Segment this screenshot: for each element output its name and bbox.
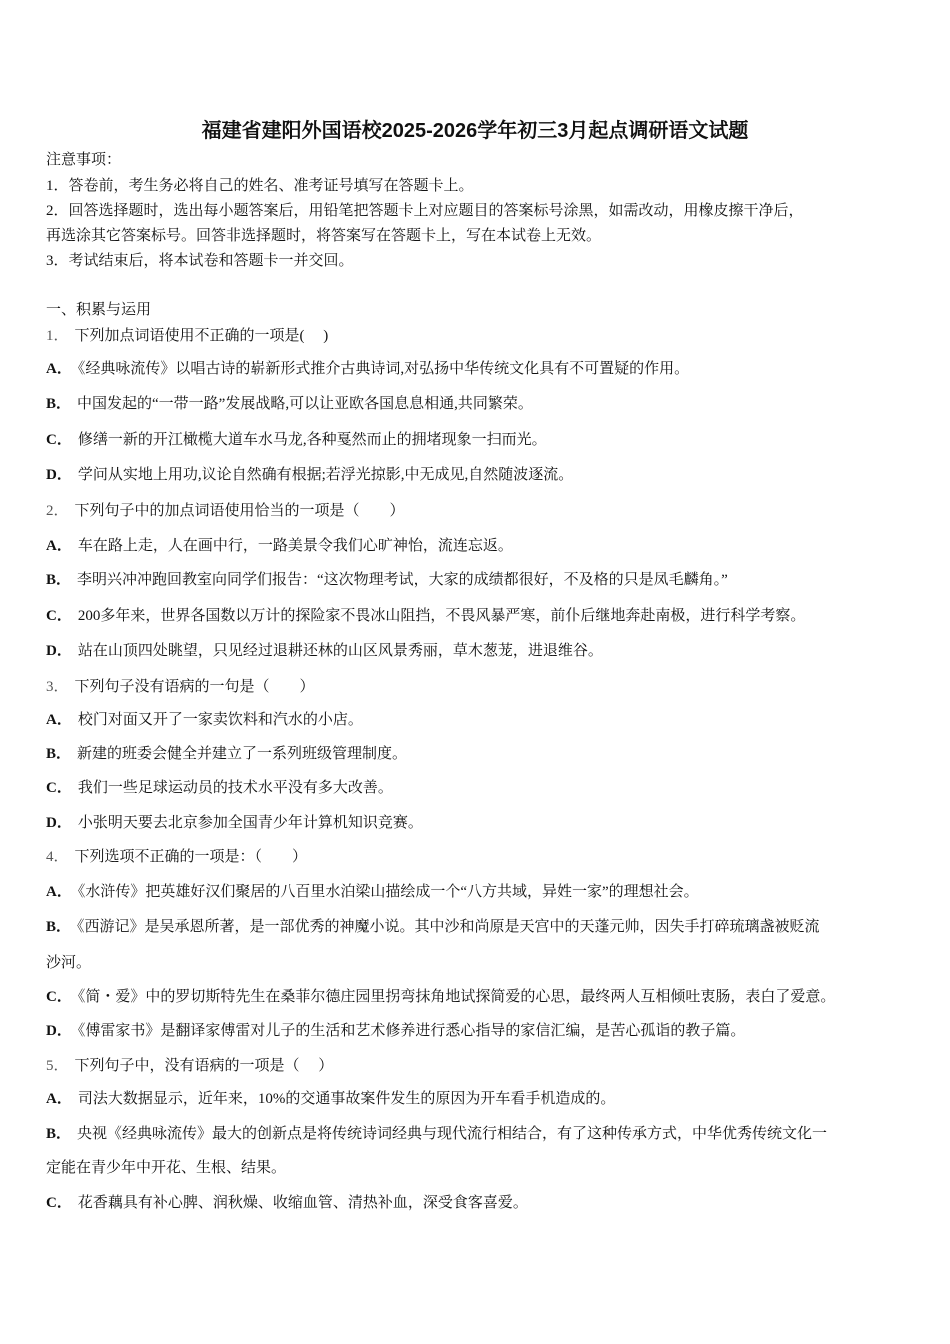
option	[46, 917, 820, 937]
question-stem	[46, 677, 315, 697]
option-text: 学问从实地上用功,议论自然确有根据;若浮光掠影,中无成见,自然随波逐流。	[77, 467, 574, 483]
question-text: 下列句子中，没有语病的一项是（ ）	[74, 1058, 334, 1074]
option-text: 司法大数据显示，近年来，10%的交通事故案件发生的原因为开车看手机造成的。	[77, 1091, 616, 1107]
option	[46, 359, 689, 379]
option-text: 《傅雷家书》是翻译家傅雷对儿子的生活和艺术修养进行悉心指导的家信汇编，是苦心孤诣的教子篇。	[77, 1023, 746, 1039]
option-text: 花香藕具有补心脾、润秋燥、收缩血管、清热补血，深受食客喜爱。	[77, 1195, 528, 1211]
option-label: D．	[46, 643, 72, 659]
question-stem	[46, 326, 328, 346]
option	[46, 882, 699, 902]
option	[46, 570, 728, 590]
option	[46, 710, 363, 730]
option-label: A．	[46, 1091, 72, 1107]
option-text: 200多年来，世界各国数以万计的探险家不畏冰山阻挡，不畏风暴严寒，前仆后继地奔赴南极，进行科学考察。	[77, 608, 806, 624]
option-text: 《经典咏流传》以唱古诗的崭新形式推介古典诗词,对弘扬中华传统文化具有不可置疑的作用。	[77, 361, 690, 377]
option-text: 《水浒传》把英雄好汉们聚居的八百里水泊梁山描绘成一个“八方共域，异姓一家”的理想社会。	[77, 884, 699, 900]
page-title: 福建省建阳外国语校2025-2026学年初三3月起点调研语文试题	[201, 120, 749, 142]
option-label: D．	[46, 1023, 72, 1039]
option-text: 《西游记》是吴承恩所著，是一部优秀的神魔小说。其中沙和尚原是天宫中的天蓬元帅，因失手打碎琉璃盏被贬流	[77, 919, 820, 935]
option-text: 站在山顶四处眺望，只见经过退耕还林的山区风景秀丽，草木葱茏，进退维谷。	[77, 643, 603, 659]
option-label: C．	[46, 1195, 72, 1211]
option-continuation: 定能在青少年中开花、生根、结果。	[46, 1160, 287, 1176]
option	[46, 987, 835, 1007]
question-stem	[46, 847, 307, 867]
option-label: C．	[46, 780, 72, 796]
option-label: B．	[46, 572, 72, 588]
option	[46, 1193, 528, 1213]
notice-item: 再选涂其它答案标号。回答非选择题时，将答案写在答题卡上，写在本试卷上无效。	[46, 228, 602, 244]
option-text: 央视《经典咏流传》最大的创新点是将传统诗词经典与现代流行相结合，有了这种传承方式，中华优秀传统文化一	[77, 1126, 828, 1142]
option-label: A．	[46, 538, 72, 554]
option	[46, 813, 423, 833]
question-text: 下列句子没有语病的一句是（ ）	[74, 679, 315, 695]
question-number: 4．	[46, 849, 69, 865]
option-text: 我们一些足球运动员的技术水平没有多大改善。	[77, 780, 393, 796]
option	[46, 1089, 615, 1109]
question-stem	[46, 1056, 333, 1076]
option	[46, 778, 393, 798]
option-label: B．	[46, 919, 72, 935]
option-text: 中国发起的“一带一路”发展战略,可以让亚欧各国息息相通,共同繁荣。	[77, 396, 533, 412]
option	[46, 430, 547, 450]
question-stem	[46, 501, 405, 521]
option-label: D．	[46, 467, 72, 483]
option	[46, 744, 407, 764]
question-number: 3．	[46, 679, 69, 695]
option-label: B．	[46, 746, 72, 762]
option-label: A．	[46, 884, 72, 900]
notice-item: 3．考试结束后，将本试卷和答题卡一并交回。	[46, 253, 354, 269]
option-text: 新建的班委会健全并建立了一系列班级管理制度。	[77, 746, 408, 762]
option-text: 车在路上走，人在画中行，一路美景令我们心旷神怡，流连忘返。	[77, 538, 513, 554]
option-label: A．	[46, 712, 72, 728]
question-number: 1．	[46, 328, 69, 344]
option-label: C．	[46, 432, 72, 448]
notice-heading: 注意事项：	[46, 152, 122, 168]
option	[46, 641, 603, 661]
option-label: A．	[46, 361, 72, 377]
option-text: 修缮一新的开江橄榄大道车水马龙,各种戛然而止的拥堵现象一扫而光。	[77, 432, 547, 448]
notice-item: 1．答卷前，考生务必将自己的姓名、准考证号填写在答题卡上。	[46, 178, 474, 194]
option-label: B．	[46, 1126, 72, 1142]
option-label: C．	[46, 608, 72, 624]
option	[46, 394, 533, 414]
option	[46, 465, 573, 485]
option-label: D．	[46, 815, 72, 831]
option	[46, 1021, 745, 1041]
question-number: 2．	[46, 503, 69, 519]
section-heading: 一、积累与运用	[46, 302, 152, 318]
option-label: C．	[46, 989, 72, 1005]
option-label: B．	[46, 396, 72, 412]
option-continuation: 沙河。	[46, 955, 92, 971]
question-number: 5．	[46, 1058, 69, 1074]
question-text: 下列选项不正确的一项是：（ ）	[74, 849, 308, 865]
option-text: 李明兴冲冲跑回教室向同学们报告：“这次物理考试，大家的成绩都很好，不及格的只是凤毛麟角。”	[77, 572, 728, 588]
option	[46, 536, 513, 556]
option	[46, 1124, 827, 1144]
option-text: 《简・爱》中的罗切斯特先生在桑菲尔德庄园里拐弯抹角地试探简爱的心思，最终两人互相倾吐衷肠，表白了爱意。	[77, 989, 836, 1005]
option-text: 校门对面又开了一家卖饮料和汽水的小店。	[77, 712, 363, 728]
option	[46, 606, 805, 626]
question-text: 下列加点词语使用不正确的一项是( )	[74, 328, 329, 344]
notice-item: 2．回答选择题时，选出每小题答案后，用铅笔把答题卡上对应题目的答案标号涂黑，如需改动，用橡皮擦干净后，	[46, 203, 804, 219]
question-text: 下列句子中的加点词语使用恰当的一项是（ ）	[74, 503, 405, 519]
option-text: 小张明天要去北京参加全国青少年计算机知识竞赛。	[77, 815, 423, 831]
